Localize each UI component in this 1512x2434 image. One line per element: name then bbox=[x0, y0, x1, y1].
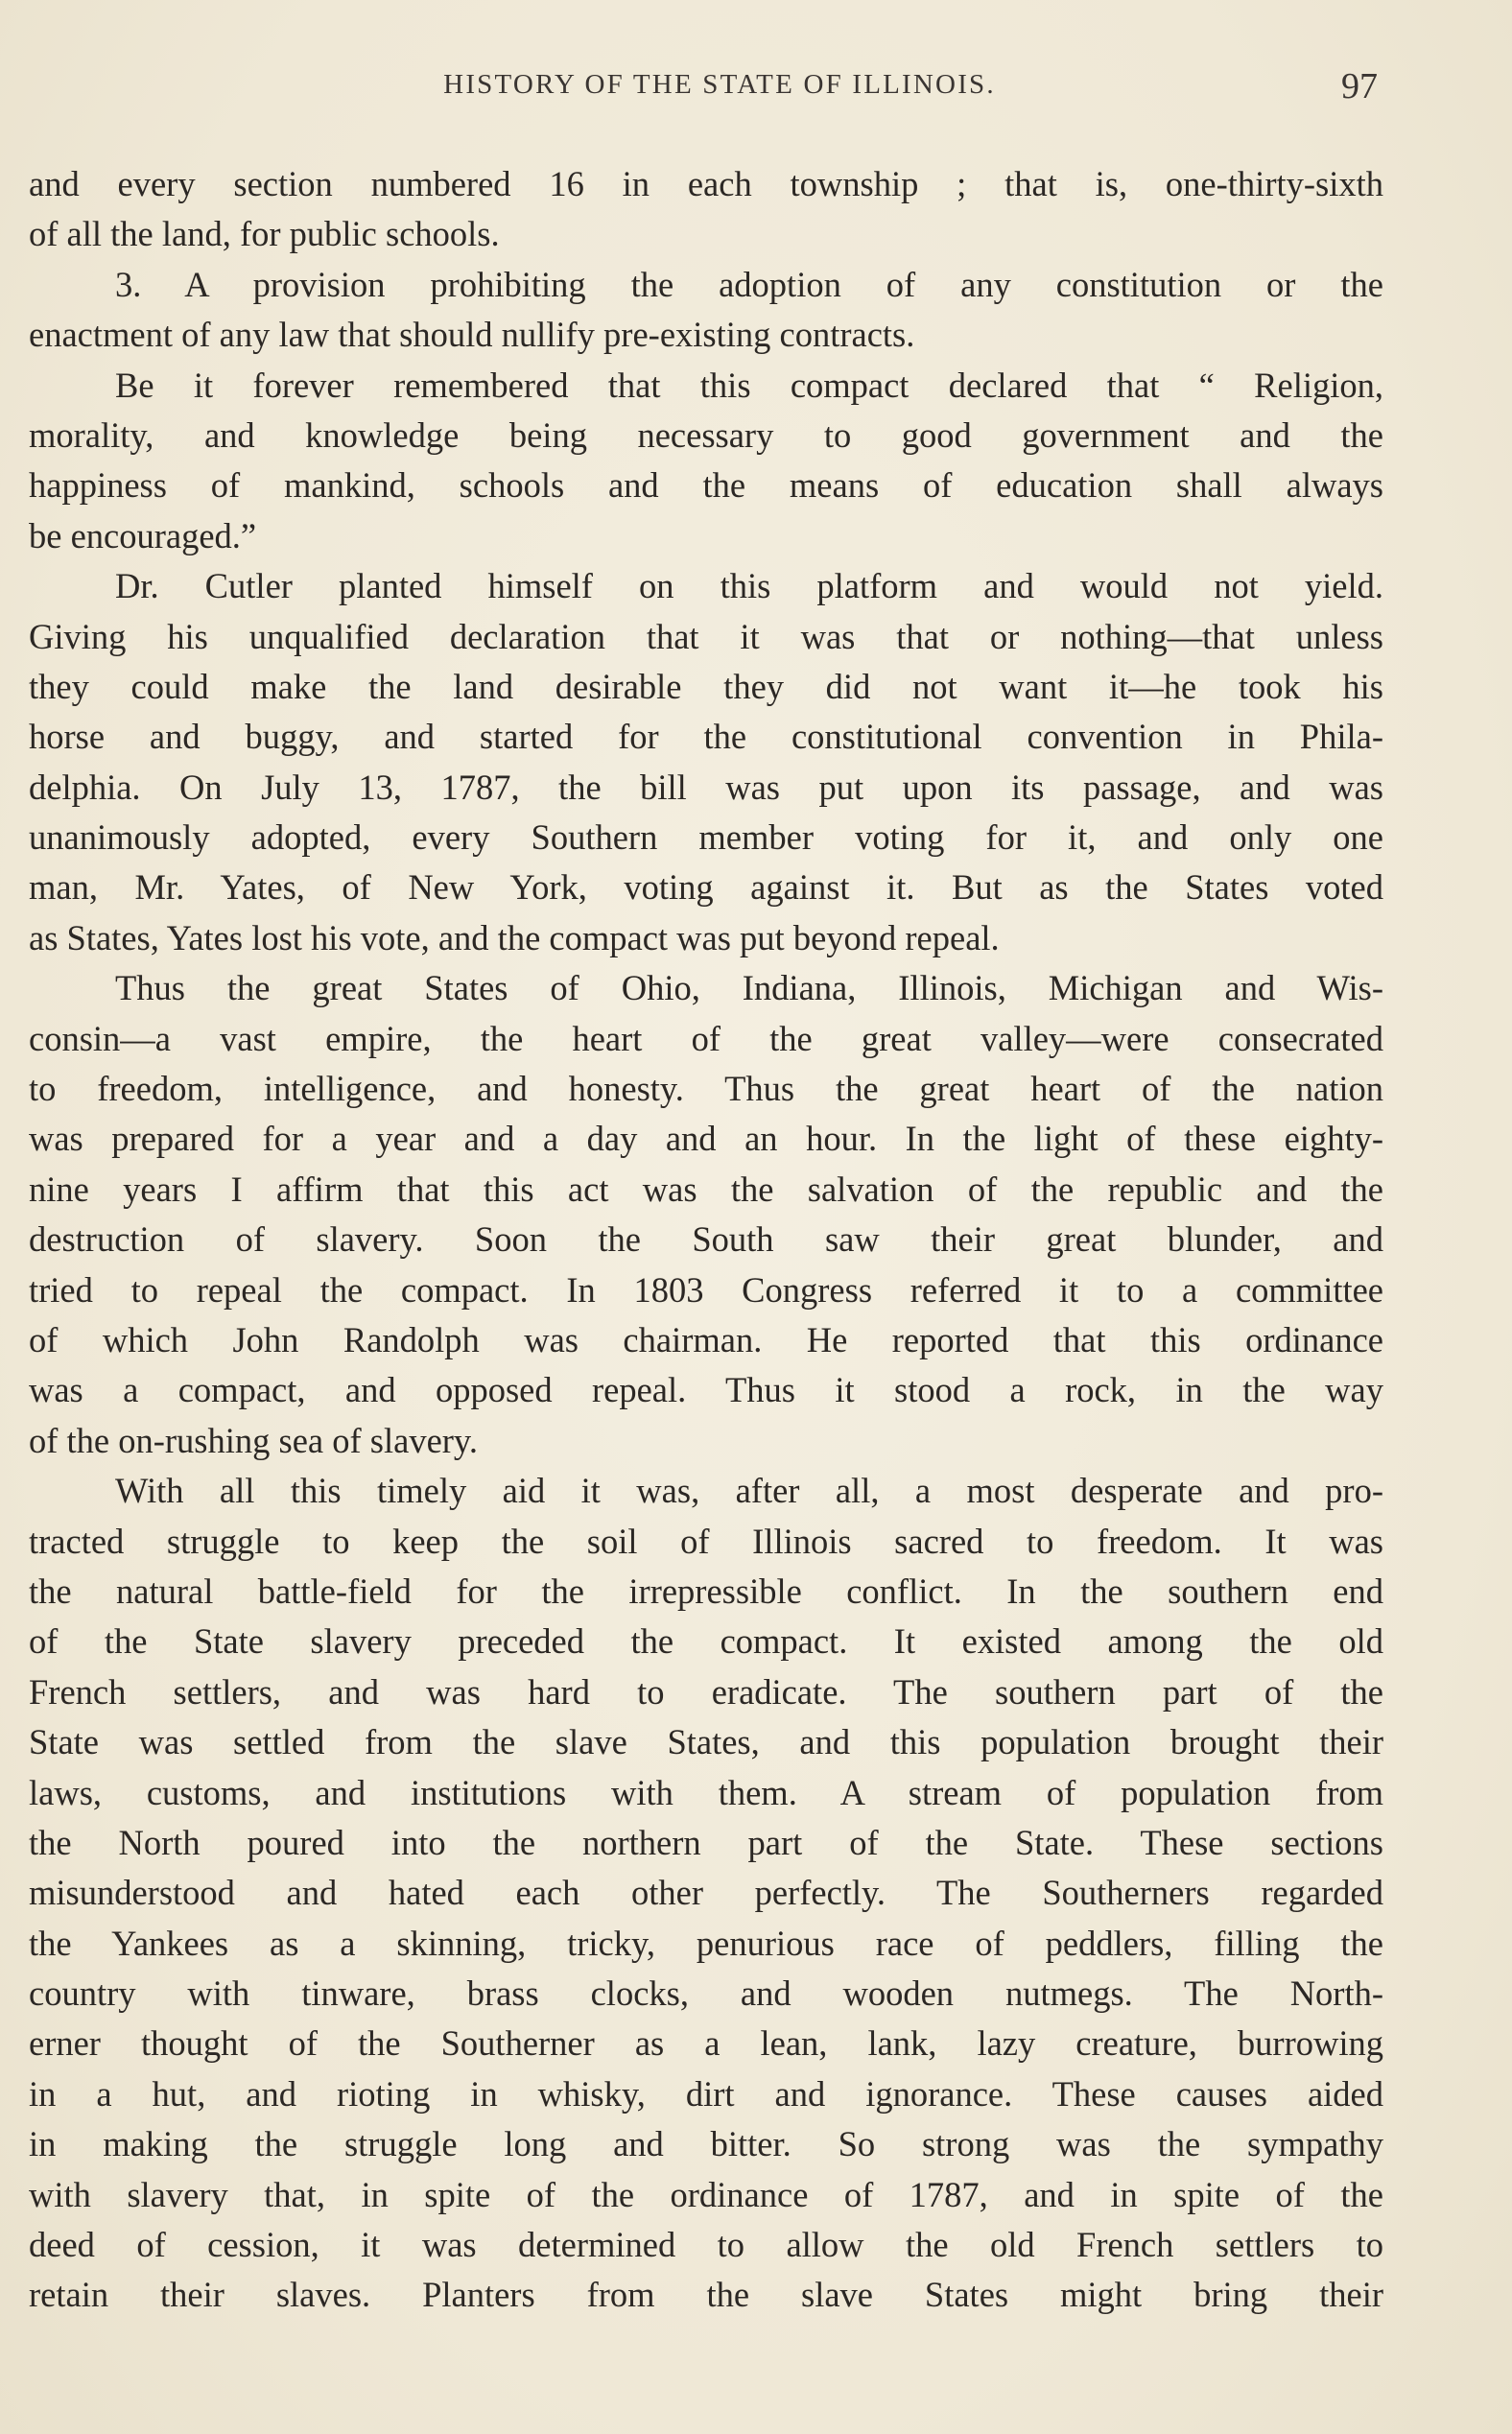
text-line: delphia. On July 13, 1787, the bill was put upon its passage, and was bbox=[29, 767, 1383, 807]
text-line: unanimously adopted, every Southern member voting for it, and only one bbox=[29, 817, 1383, 858]
text-line: Be it forever remembered that this compact declared that “ Religion, bbox=[115, 365, 1383, 405]
text-line: State was settled from the slave States, and this population brought their bbox=[29, 1722, 1383, 1762]
text-line: country with tinware, brass clocks, and wooden nutmegs. The North- bbox=[29, 1973, 1383, 2014]
text-line: tracted struggle to keep the soil of Illinois sacred to freedom. It was bbox=[29, 1521, 1383, 1561]
text-line: of the on-rushing sea of slavery. bbox=[29, 1420, 478, 1460]
text-line: erner thought of the Southerner as a lean, lank, lazy creature, burrowing bbox=[29, 2023, 1383, 2064]
text-line: as States, Yates lost his vote, and the compact was put beyond repeal. bbox=[29, 917, 1000, 957]
text-line: they could make the land desirable they did not want it—he took his bbox=[29, 666, 1383, 706]
text-line: the natural battle-field for the irrepressible conflict. In the southern end bbox=[29, 1571, 1383, 1611]
text-line: horse and buggy, and started for the constitutional convention in Phila- bbox=[29, 717, 1383, 757]
text-line: tried to repeal the compact. In 1803 Congress referred it to a committee bbox=[29, 1269, 1383, 1310]
text-line: Dr. Cutler planted himself on this platform and would not yield. bbox=[115, 566, 1383, 606]
text-line: of the State slavery preceded the compact. It existed among the old bbox=[29, 1621, 1383, 1662]
running-head: HISTORY OF THE STATE OF ILLINOIS. bbox=[443, 69, 996, 100]
text-line: man, Mr. Yates, of New York, voting against it. But as the States voted bbox=[29, 867, 1383, 908]
text-line: to freedom, intelligence, and honesty. Thus the great heart of the nation bbox=[29, 1069, 1383, 1109]
text-line: of which John Randolph was chairman. He reported that this ordinance bbox=[29, 1319, 1383, 1359]
text-line: be encouraged.” bbox=[29, 515, 257, 555]
text-line: Thus the great States of Ohio, Indiana, Illinois, Michigan and Wis- bbox=[115, 968, 1383, 1008]
text-line: enactment of any law that should nullify pre-existing contracts. bbox=[29, 315, 915, 355]
page-number: 97 bbox=[1341, 66, 1378, 106]
text-line: with slavery that, in spite of the ordinance of 1787, and in spite of the bbox=[29, 2174, 1383, 2214]
text-line: the North poured into the northern part of the State. These sections bbox=[29, 1822, 1383, 1862]
text-line: misunderstood and hated each other perfectly. The Southerners regarded bbox=[29, 1873, 1383, 1913]
text-line: Giving his unqualified declaration that it was that or nothing—that unless bbox=[29, 616, 1383, 656]
text-line: French settlers, and was hard to eradicate. The southern part of the bbox=[29, 1671, 1383, 1712]
text-line: 3. A provision prohibiting the adoption of any constitution or the bbox=[115, 264, 1383, 304]
text-line: consin—a vast empire, the heart of the great valley—were consecrated bbox=[29, 1018, 1383, 1058]
text-line: destruction of slavery. Soon the South saw their great blunder, and bbox=[29, 1219, 1383, 1260]
text-line: happiness of mankind, schools and the means of education shall always bbox=[29, 465, 1383, 506]
text-line: in a hut, and rioting in whisky, dirt and ignorance. These causes aided bbox=[29, 2073, 1383, 2114]
text-line: With all this timely aid it was, after all, a most desperate and pro- bbox=[115, 1471, 1383, 1511]
text-line: of all the land, for public schools. bbox=[29, 214, 500, 254]
text-line: laws, customs, and institutions with them. A stream of population from bbox=[29, 1772, 1383, 1812]
text-line: was prepared for a year and a day and an hour. In the light of these eighty- bbox=[29, 1119, 1383, 1159]
text-line: in making the struggle long and bitter. So strong was the sympathy bbox=[29, 2124, 1383, 2164]
text-line: morality, and knowledge being necessary to good government and the bbox=[29, 414, 1383, 455]
text-line: nine years I affirm that this act was the salvation of the republic and the bbox=[29, 1169, 1383, 1209]
text-line: the Yankees as a skinning, tricky, penurious race of peddlers, filling the bbox=[29, 1923, 1383, 1963]
text-line: retain their slaves. Planters from the slave States might bring their bbox=[29, 2275, 1383, 2315]
text-line: and every section numbered 16 in each township ; that is, one-thirty-sixth bbox=[29, 164, 1383, 203]
text-line: was a compact, and opposed repeal. Thus it stood a rock, in the way bbox=[29, 1370, 1383, 1410]
text-line: deed of cession, it was determined to allow the old French settlers to bbox=[29, 2225, 1383, 2265]
body-text bbox=[29, 159, 1383, 2321]
